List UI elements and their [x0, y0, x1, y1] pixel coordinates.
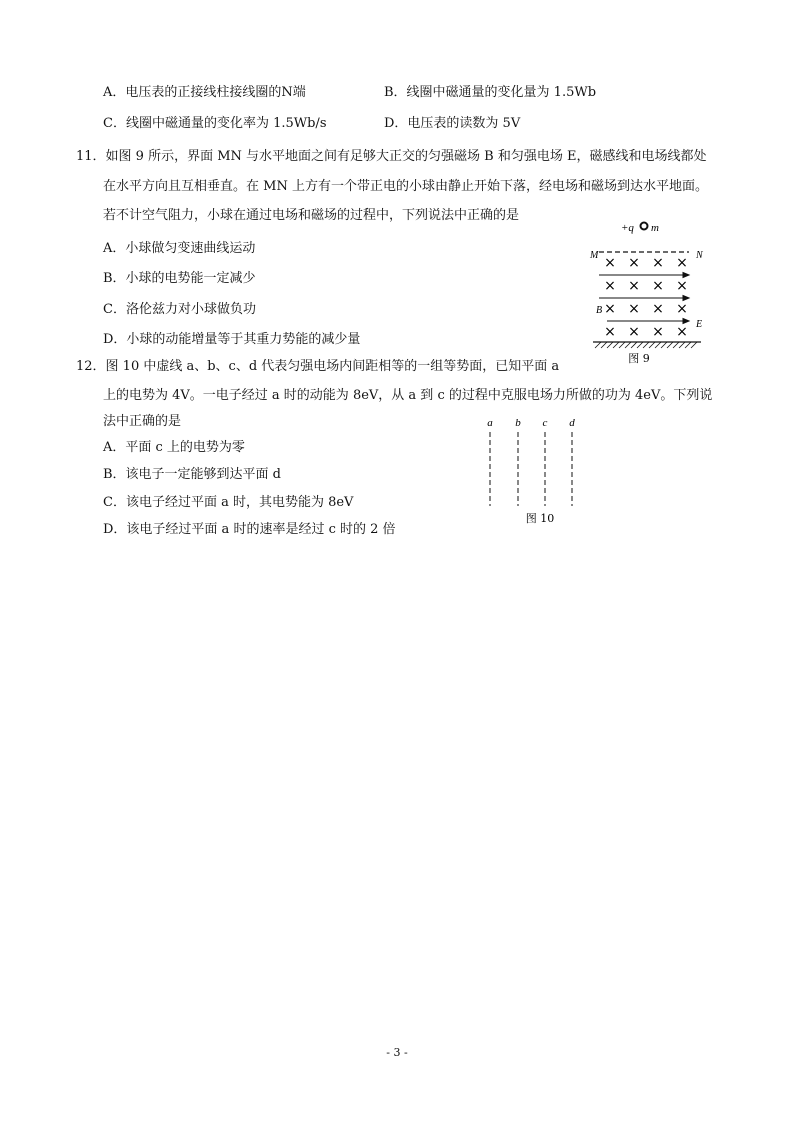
- cross: ×: [676, 255, 688, 271]
- q10-option-d: D．电压表的读数为 5V: [384, 116, 521, 131]
- plane-label-a: a: [487, 417, 493, 429]
- label-m: M: [590, 250, 599, 261]
- q10-option-b: B．线圈中磁通量的变化量为 1.5Wb: [384, 85, 597, 100]
- cross: ×: [676, 301, 688, 317]
- page-number: - 3 -: [386, 1046, 408, 1059]
- q11-option-d: D．小球的动能增量等于其重力势能的减少量: [103, 332, 361, 347]
- cross: ×: [652, 278, 664, 294]
- q12-option-c: C．该电子经过平面 a 时，其电势能为 8eV: [103, 495, 354, 510]
- cross: ×: [652, 324, 664, 340]
- figure-9-caption: 图 9: [628, 352, 650, 364]
- q12-option-a: A．平面 c 上的电势为零: [103, 440, 245, 455]
- cross: ×: [604, 324, 616, 340]
- q11-option-a: A．小球做匀变速曲线运动: [103, 241, 256, 256]
- q12-stem-line-2: 上的电势为 4V。一电子经过 a 时的动能为 8eV，从 a 到 c 的过程中克服电场力所做的功为 4eV。下列说: [103, 388, 713, 403]
- q11-stem-line-3: 若不计空气阻力，小球在通过电场和磁场的过程中，下列说法中正确的是: [103, 208, 520, 223]
- q10-option-a: A．电压表的正接线柱接线圈的N端: [103, 85, 306, 100]
- label-n: N: [696, 250, 703, 261]
- mass-label: m: [651, 222, 659, 234]
- cross: ×: [628, 278, 640, 294]
- equipotential-lines: [490, 432, 572, 506]
- cross: ×: [604, 301, 616, 317]
- cross: ×: [676, 278, 688, 294]
- q11-option-b: B．小球的电势能一定减少: [103, 271, 256, 286]
- cross: ×: [652, 301, 664, 317]
- cross: ×: [676, 324, 688, 340]
- q10-option-c: C．线圈中磁通量的变化率为 1.5Wb/s: [103, 116, 327, 131]
- cross: ×: [604, 255, 616, 271]
- plane-label-b: b: [515, 417, 521, 429]
- cross: ×: [628, 301, 640, 317]
- figure-10-caption: 图 10: [525, 512, 555, 525]
- cross: ×: [628, 324, 640, 340]
- plane-label-c: c: [542, 417, 548, 429]
- q12-stem-line-1: 12．图 10 中虚线 a、b、c、d 代表匀强电场内间距相等的一组等势面，已知平面 a: [76, 359, 560, 374]
- label-b: B: [596, 305, 603, 316]
- figure-9: [585, 214, 710, 364]
- q11-stem-line-1: 11．如图 9 所示，界面 MN 与水平地面之间有足够大正交的匀强磁场 B 和匀强电场 E，磁感线和电场线都处: [76, 149, 707, 164]
- plane-label-d: d: [569, 417, 575, 429]
- cross: ×: [628, 255, 640, 271]
- label-e: E: [696, 319, 703, 330]
- ground-hatching: [595, 342, 697, 348]
- figure-10: [478, 414, 588, 532]
- q11-stem-line-2: 在水平方向且互相垂直。在 MN 上方有一个带正电的小球由静止开始下落，经电场和磁场到达水平地面。: [103, 179, 708, 194]
- q12-option-d: D．该电子经过平面 a 时的速率是经过 c 时的 2 倍: [103, 522, 396, 537]
- cross: ×: [604, 278, 616, 294]
- q11-option-c: C．洛伦兹力对小球做负功: [103, 302, 256, 317]
- q12-option-b: B．该电子一定能够到达平面 d: [103, 467, 282, 482]
- charge-label: +q: [621, 222, 634, 234]
- q12-stem-line-3: 法中正确的是: [103, 414, 182, 429]
- charged-ball: [641, 223, 648, 230]
- cross: ×: [652, 255, 664, 271]
